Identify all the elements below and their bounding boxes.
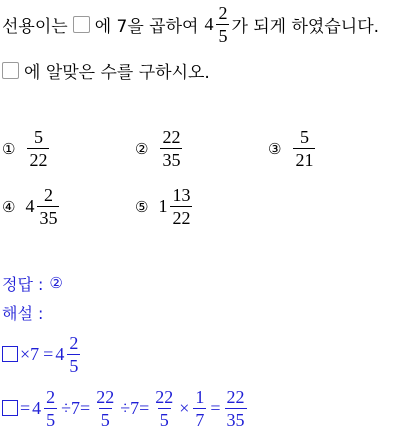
eq2-fraction-2: $\frac{22}{5}$	[96, 386, 115, 429]
explanation-label: 해설 :	[2, 303, 44, 323]
eq2-divide-1: ÷7=	[61, 397, 91, 418]
mixed-fraction: $\frac{2}{5}$	[218, 2, 228, 46]
option-marker: ③	[268, 139, 282, 158]
mixed-whole: 4	[204, 13, 214, 34]
option-1[interactable]	[2, 127, 51, 170]
answer-label: 정답 :	[2, 274, 44, 294]
blank-box	[73, 16, 90, 33]
problem-text-suffix: 가 되게 하였습니다.	[231, 16, 380, 37]
explanation-equation-2	[2, 387, 249, 429]
answer-value: ②	[49, 274, 63, 292]
eq2-fraction-1: $\frac{2}{5}$	[46, 386, 56, 429]
eq1-equals: =	[43, 343, 54, 364]
eq2-fraction-5: $\frac{22}{35}$	[226, 386, 245, 429]
eq2-equals-final: =	[210, 397, 221, 418]
option-whole: 1	[158, 196, 168, 216]
eq2-times: ×	[179, 397, 190, 418]
option-marker: ⑤	[135, 197, 149, 216]
option-marker: ④	[2, 197, 16, 216]
eq1-whole: 4	[55, 343, 65, 364]
eq1-times: ×7	[20, 343, 40, 364]
eq2-fraction-4: $\frac{1}{7}$	[195, 386, 205, 429]
option-whole: 4	[25, 196, 35, 216]
option-fraction: $\frac{5}{22}$	[29, 127, 48, 170]
eq1-fraction: $\frac{2}{5}$	[69, 332, 79, 376]
option-marker: ①	[2, 139, 16, 158]
blank-box	[2, 62, 19, 79]
problem-line-2	[2, 58, 210, 82]
blank-box	[2, 400, 18, 416]
answer-line	[2, 272, 63, 294]
problem-text-mid: 에 7을 곱하여	[94, 16, 199, 37]
eq2-fraction-3: $\frac{22}{5}$	[155, 386, 174, 429]
eq2-whole: 4	[32, 397, 42, 418]
option-4[interactable]	[2, 185, 61, 228]
option-5[interactable]	[135, 185, 194, 228]
explanation-label-line	[2, 301, 43, 323]
eq2-equals: =	[20, 397, 31, 418]
option-fraction: $\frac{5}{21}$	[295, 127, 314, 170]
option-2[interactable]	[135, 127, 184, 170]
option-fraction: $\frac{13}{22}$	[172, 185, 191, 228]
option-fraction: $\frac{22}{35}$	[162, 127, 181, 170]
problem-text-prefix: 선용이는	[2, 16, 68, 37]
option-3[interactable]	[268, 127, 317, 170]
eq2-divide-2: ÷7=	[120, 397, 150, 418]
option-fraction: $\frac{2}{35}$	[39, 185, 58, 228]
blank-box	[2, 346, 18, 362]
problem-line-1	[2, 4, 379, 44]
problem-text-line2: 에 알맞은 수를 구하시오.	[24, 62, 210, 83]
option-marker: ②	[135, 139, 149, 158]
explanation-equation-1	[2, 333, 82, 375]
